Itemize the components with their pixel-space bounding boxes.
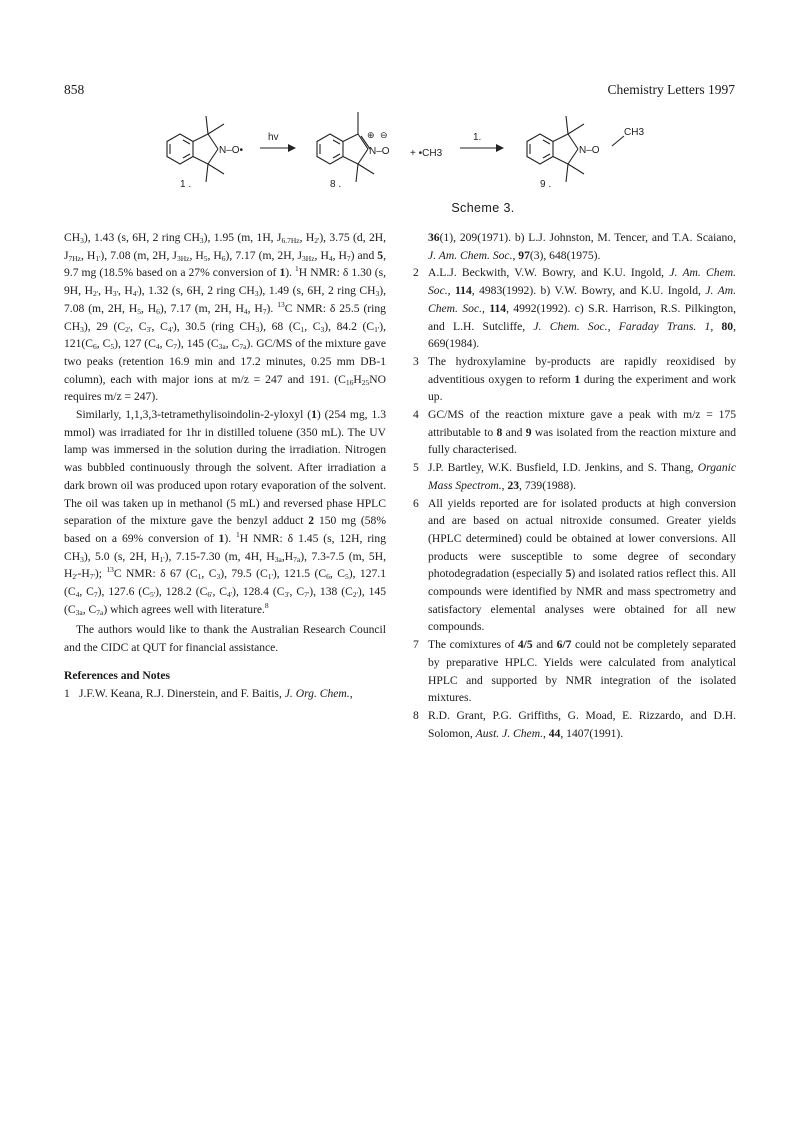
reference-6 xyxy=(413,495,736,637)
reference-4 xyxy=(413,406,736,459)
radical-label: N–O• xyxy=(219,145,244,156)
reference-text: The hydroxylamine by-products are rapidly reoxidised by adventitious oxygen to reform 1 during the experiment and work up. xyxy=(428,354,736,404)
reference-text: J.F.W. Keana, R.J. Dinerstein, and F. Baitis, J. Org. Chem., xyxy=(79,686,353,700)
reference-number: 7 xyxy=(413,638,419,652)
reference-1 xyxy=(64,685,386,703)
acknowledgements: The authors would like to thank the Australian Research Council and the CIDC at QUT for financial assistance. xyxy=(64,623,386,655)
minus-charge: ⊖ xyxy=(380,130,388,140)
reference-number: 2 xyxy=(413,266,419,280)
experimental-paragraph-1: $CH_3$), 1.43 (s, 6H, 2 ring $CH_3$), 1.95 (m, 1H, $J_{6.7Hz}$, $H_{2'}$), 3.75 (d, 2H, $J_{7Hz}$, $H_{1'}$), 7.08 (m, 2H, $J_{3Hz}$, $H_5$, $H_6$), 7.17 (m, 2H, $J_{3Hz}$, $H_4$, $H_7$) and 5, 9.7 mg (18.5% based on a 27% conversion of 1). $^1$H NMR: δ 1.30 (s, 9H, $H_{2'}$, $H_{3'}$, $H_{4'}$), 1.32 (s, 6H, 2 ring $CH_3$), 1.49 (s, 6H, 2 ring $CH_3$), 7.08 (m, 2H, $H_5$, $H_6$), 7.17 (m, 2H, $H_4$, $H_7$). $^{13}$C NMR: δ 25.5 (ring $CH_3$), 29 ($C_{2'}$, $C_{3'}$, $C_{4'}$), 30.5 (ring $CH_3$), 68 ($C_1$, $C_3$), 84.2 $(C_{1'})$, $121(C_6$, $C_5$), 127 ($C_4$, $C_7$), 145 ($C_{3a}$, $C_{7a}$). GC/MS of the mixture gave two peaks (retention 16.9 min and 17.2 minutes, 0.25 mm DB-1 column), each with major ions at m/z = 247 and 191. ($C_{16}H_{25}NO$ requires m/z = 247). xyxy=(64,231,387,404)
journal-header: Chemistry Letters 1997 xyxy=(607,82,735,97)
experimental-paragraph-2: Similarly, 1,1,3,3-tetramethylisoindolin-2-yloxyl (1) (254 mg, 1.3 mmol) was irradiated for 1hr in distilled toluene (350 mL). The UV lamp was immersed in the solution during the irradiation. Nitrogen was bubbled continuously through the solvent. After irradiation a dark brown oil was produced upon rotary evaporation of the solvent. The oil was taken up in methanol (5 mL) and reversed phase HPLC separation of the mixture gave the benzyl adduct 2 150 mg (58% based on a 69% conversion of 1). $^1$H NMR: δ 1.45 (s, 12H, ring $CH_3$), 5.0 (s, 2H, $H_{1'}$), 7.15-7.30 (m, 4H, $H_{3a},H_{7a}$), 7.3-7.5 (m, 5H, $H_{2'}-H_{7'}$); $^{13}$C NMR: δ 67 ($C_1$, $C_3$), 79.5 $(C_{1'})$, 121.5 ($C_6$, $C_5$), 127.1 ($C_4$, $C_7$), 127.6 $(C_{5'})$, 128.2 ($C_{6'}$, $C_{4'}$), 128.4 ($C_{3'}$, $C_{7'}$), 138 $(C_{2'})$, 145 ($C_{3a}$, $C_{7a}$) which agrees well with literature.$^8$ xyxy=(64,408,387,617)
reference-number: 8 xyxy=(413,708,419,722)
right-column xyxy=(413,229,736,742)
methyl-label-9: CH3 xyxy=(624,127,645,138)
reference-number: 6 xyxy=(413,496,419,510)
compound-8-label: 8 . xyxy=(330,179,342,190)
reference-text: The comixtures of 4/5 and 6/7 could not be completely separated by preparative HPLC. Yields were calculated from analytical HPLC and supported by NMR integration of the isolated mixtures. xyxy=(428,638,736,705)
scheme-title: Scheme 3. xyxy=(451,201,515,215)
arrow-hv-label: hv xyxy=(268,132,279,143)
reference-number: 4 xyxy=(413,408,419,422)
references-list xyxy=(413,264,736,742)
reference-text: A.L.J. Beckwith, V.W. Bowry, and K.U. Ingold, J. Am. Chem. Soc., 114, 4983(1992). b) V.W. Bowry, and K.U. Ingold, J. Am. Chem. Soc., 114, 4992(1992). c) S.R. Harrison, R.S. Pilkington, and L.H. Sutcliffe, J. Chem. Soc., Faraday Trans. 1, 80, 669(1984). xyxy=(428,266,737,351)
reference-8 xyxy=(413,707,736,742)
references-heading: References and Notes xyxy=(64,668,171,682)
reference-7 xyxy=(413,636,736,707)
left-column xyxy=(64,229,386,702)
compound-9-label: 9 . xyxy=(540,179,552,190)
reference-text: J.P. Bartley, W.K. Busfield, I.D. Jenkins, and S. Thang, Organic Mass Spectrom., 23, 739(1988). xyxy=(428,461,736,492)
reference-text: GC/MS of the reaction mixture gave a peak with m/z = 175 attributable to 8 and 9 was isolated from the reaction mixture and fully characterised. xyxy=(428,408,736,457)
reaction-scheme xyxy=(140,104,660,196)
reference-5 xyxy=(413,459,736,494)
reference-text: 36(1), 209(1971). b) L.J. Johnston, M. Tencer, and T.A. Scaiano, J. Am. Chem. Soc., 97(3), 648(1975). xyxy=(428,231,736,262)
reference-text: All yields reported are for isolated products at high conversion and are based on actual nitroxide consumed. Greater yields (HPLC determined) could be obtained at lower conversions. All products were susceptible to some degree of secondary photodegradation (especially 5) and isolated ratios reflect this. All compounds were identified by NMR and mass spectrometry and satisfactory elemental analyses were obtained for all new compounds. xyxy=(428,496,736,634)
compound-1-label: 1 . xyxy=(180,179,192,190)
reference-number: 3 xyxy=(413,354,419,368)
reference-3 xyxy=(413,353,736,406)
nitrone-label: N–O xyxy=(369,146,390,157)
methyl-radical-label: + •CH3 xyxy=(410,148,443,159)
n-o-label-9: N–O xyxy=(579,145,600,156)
reference-2 xyxy=(413,264,736,353)
reference-number: 1 xyxy=(64,686,70,700)
page-number: 858 xyxy=(64,82,85,97)
reference-text: R.D. Grant, P.G. Griffiths, G. Moad, E. Rizzardo, and D.H. Solomon, Aust. J. Chem., 44, 1407(1991). xyxy=(428,708,736,740)
plus-charge: ⊕ xyxy=(367,130,375,140)
reference-1-continued xyxy=(413,229,736,264)
reference-number: 5 xyxy=(413,461,419,475)
arrow-2-label: 1. xyxy=(473,132,482,143)
